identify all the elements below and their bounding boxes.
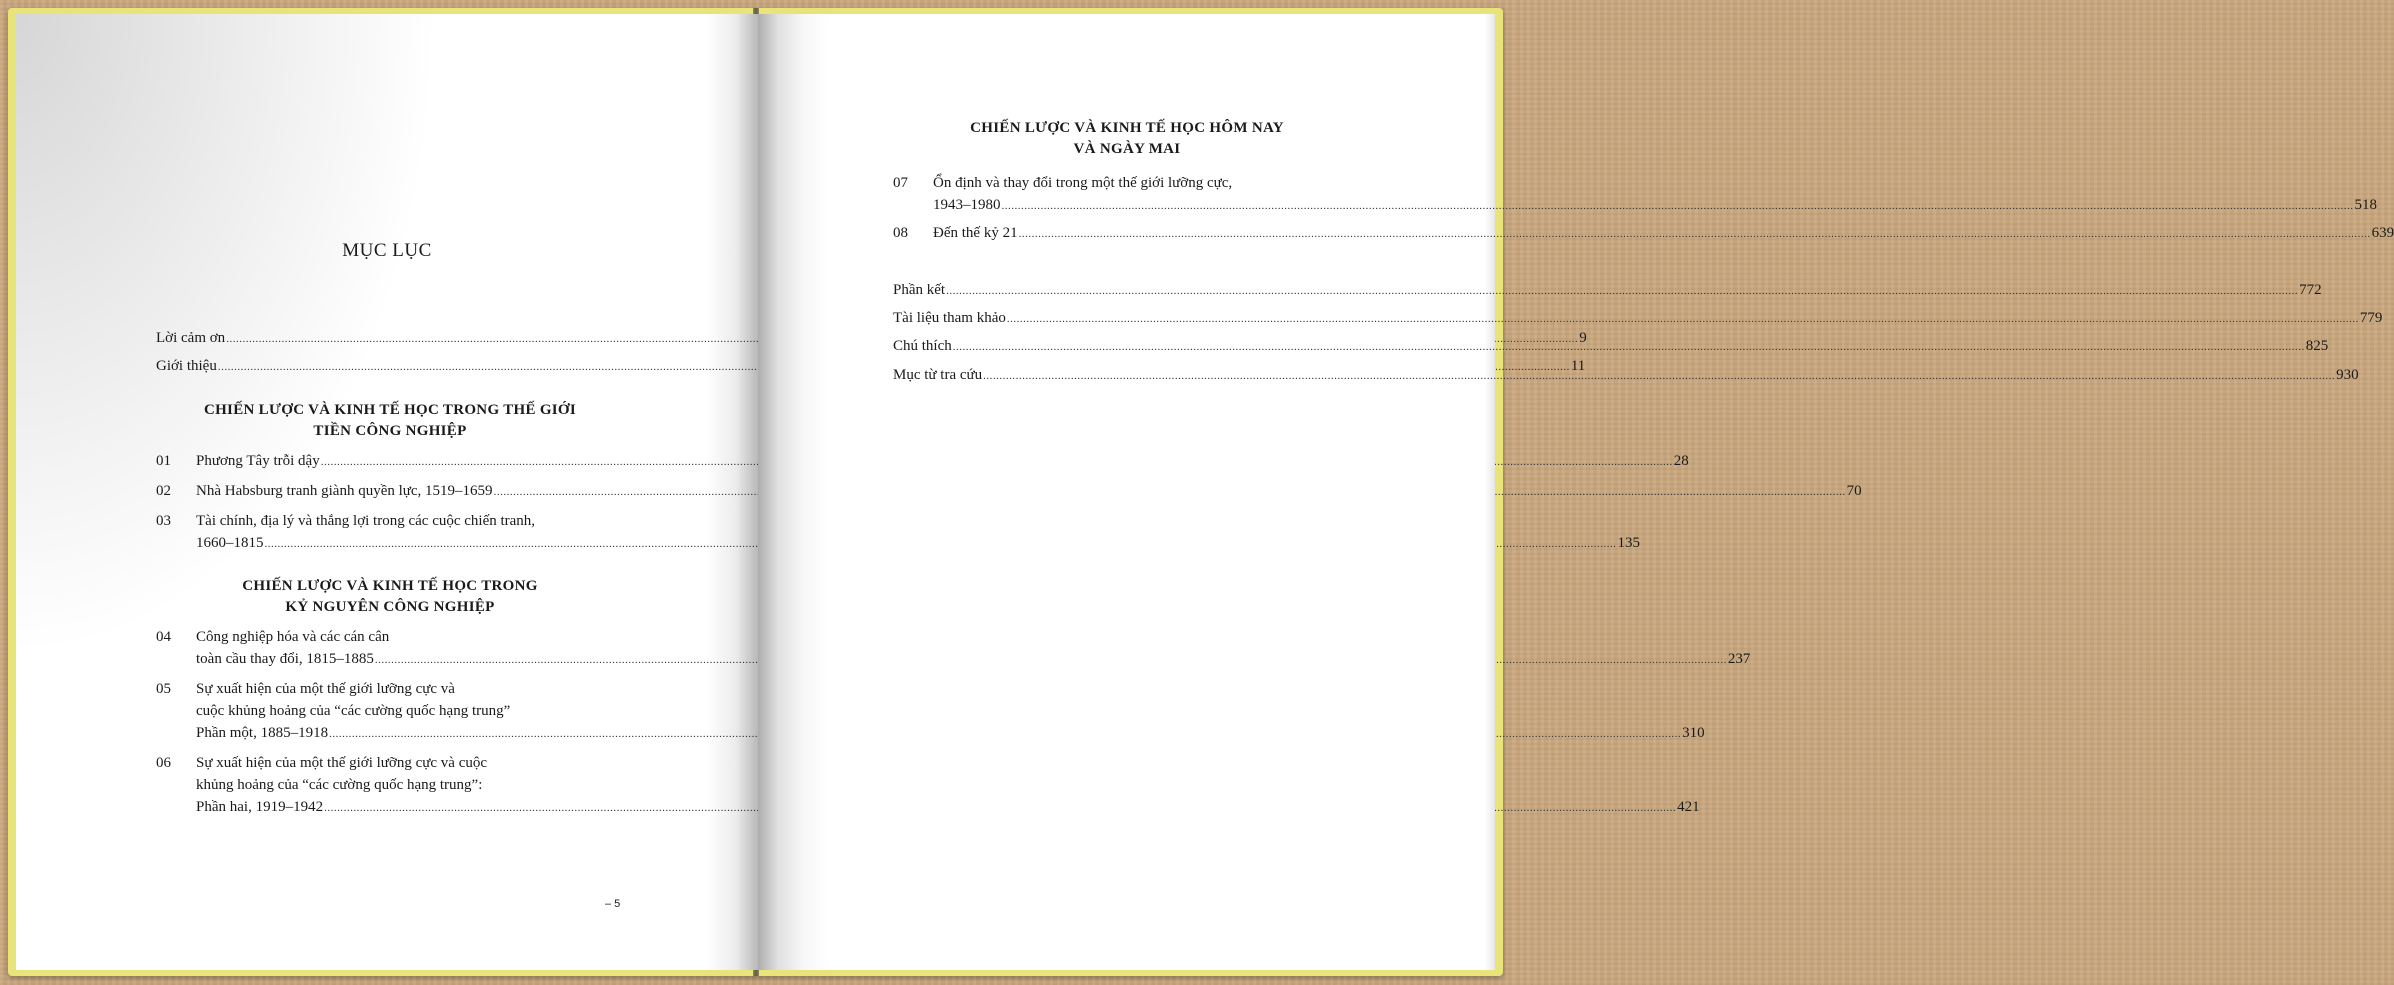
toc-chapter-08[interactable] <box>893 222 2394 245</box>
toc-chapter-05[interactable] <box>156 678 1705 745</box>
chapter-page: 28 <box>1673 453 1689 469</box>
dot-leader <box>1002 195 2354 217</box>
chapter-title-line: Công nghiệp hóa và các cán cân <box>196 629 390 645</box>
entry-page: 11 <box>1570 358 1586 374</box>
toc-chapter-01[interactable] <box>156 450 1689 473</box>
chapter-number: 01 <box>156 453 171 469</box>
chapter-title: 1660–1815 <box>196 535 264 551</box>
toc-chapter-04[interactable] <box>156 626 1751 671</box>
chapter-title-line: Sự xuất hiện của một thế giới lưỡng cực và <box>196 681 455 697</box>
entry-label: Tài liệu tham khảo <box>893 310 1006 326</box>
entry-page: 772 <box>2299 282 2322 298</box>
chapter-number: 03 <box>156 513 171 529</box>
chapter-page: 70 <box>1846 483 1862 499</box>
toc-title: MỤC LỤC <box>342 240 432 261</box>
entry-label: Giới thiệu <box>156 358 217 374</box>
entry-page: 825 <box>2305 338 2329 354</box>
chapter-page: 310 <box>1682 725 1705 741</box>
toc-chapter-07[interactable] <box>893 172 2377 217</box>
chapter-title: Phần hai, 1919–1942 <box>196 799 324 815</box>
chapter-title: Đến thế kỷ 21 <box>933 225 1018 241</box>
chapter-title: Nhà Habsburg tranh giành quyền lực, 1519–1659 <box>196 483 493 499</box>
dot-leader <box>946 280 2298 302</box>
entry-label: Phần kết <box>893 282 946 298</box>
chapter-page: 237 <box>1727 651 1751 667</box>
dot-leader <box>983 365 2335 387</box>
entry-label: Chú thích <box>893 338 952 354</box>
entry-label: Lời cảm ơn <box>156 330 226 346</box>
chapter-number: 07 <box>893 175 908 191</box>
chapter-number: 04 <box>156 629 171 645</box>
chapter-title: 1943–1980 <box>933 197 1001 213</box>
page-number: – 5 <box>605 898 621 910</box>
entry-page: 9 <box>1579 330 1587 346</box>
chapter-title: Phương Tây trỗi dậy <box>196 453 320 469</box>
toc-chapter-03[interactable] <box>156 510 1640 555</box>
chapter-title: Phần một, 1885–1918 <box>196 725 329 741</box>
entry-page: 779 <box>2359 310 2383 326</box>
chapter-title-line: khủng hoảng của “các cường quốc hạng trung”: <box>196 777 483 793</box>
section-heading-today: CHIẾN LƯỢC VÀ KINH TẾ HỌC HÔM NAY VÀ NGÀY MAI <box>970 120 1284 157</box>
dot-leader <box>1007 308 2359 330</box>
dot-leader <box>953 336 2305 358</box>
dot-leader <box>1019 223 2371 245</box>
chapter-title-line: Tài chính, địa lý và thắng lợi trong các cuộc chiến tranh, <box>196 513 536 529</box>
chapter-number: 02 <box>156 483 171 499</box>
chapter-title-line: cuộc khủng hoảng của “các cường quốc hạng trung” <box>196 703 511 719</box>
toc-chapter-06[interactable] <box>156 752 1700 819</box>
chapter-page: 639 <box>2371 225 2394 241</box>
chapter-page: 421 <box>1677 799 1700 815</box>
chapter-page: 135 <box>1617 535 1640 551</box>
entry-label: Mục từ tra cứu <box>893 367 983 383</box>
toc-entry-references[interactable] <box>893 307 2383 330</box>
chapter-page: 518 <box>2354 197 2377 213</box>
toc-entry-conclusion[interactable] <box>893 279 2322 302</box>
open-book <box>8 8 2394 976</box>
toc-entry-notes[interactable] <box>893 335 2329 358</box>
section-heading-preindustrial: CHIẾN LƯỢC VÀ KINH TẾ HỌC TRONG THẾ GIỚI TIỀN CÔNG NGHIỆP <box>203 402 577 439</box>
chapter-title-line: Sự xuất hiện của một thế giới lưỡng cực và cuộc <box>196 755 488 771</box>
chapter-number: 06 <box>156 755 171 771</box>
chapter-title-line: Ổn định và thay đổi trong một thế giới lưỡng cực, <box>933 175 1233 191</box>
chapter-number: 05 <box>156 681 171 697</box>
chapter-title: toàn cầu thay đổi, 1815–1885 <box>196 651 374 667</box>
toc-chapter-02[interactable] <box>156 480 1862 503</box>
entry-page: 930 <box>2336 367 2359 383</box>
chapter-number: 08 <box>893 225 908 241</box>
section-heading-industrial: CHIẾN LƯỢC VÀ KINH TẾ HỌC TRONG KỶ NGUYÊN CÔNG NGHIỆP <box>242 578 538 615</box>
